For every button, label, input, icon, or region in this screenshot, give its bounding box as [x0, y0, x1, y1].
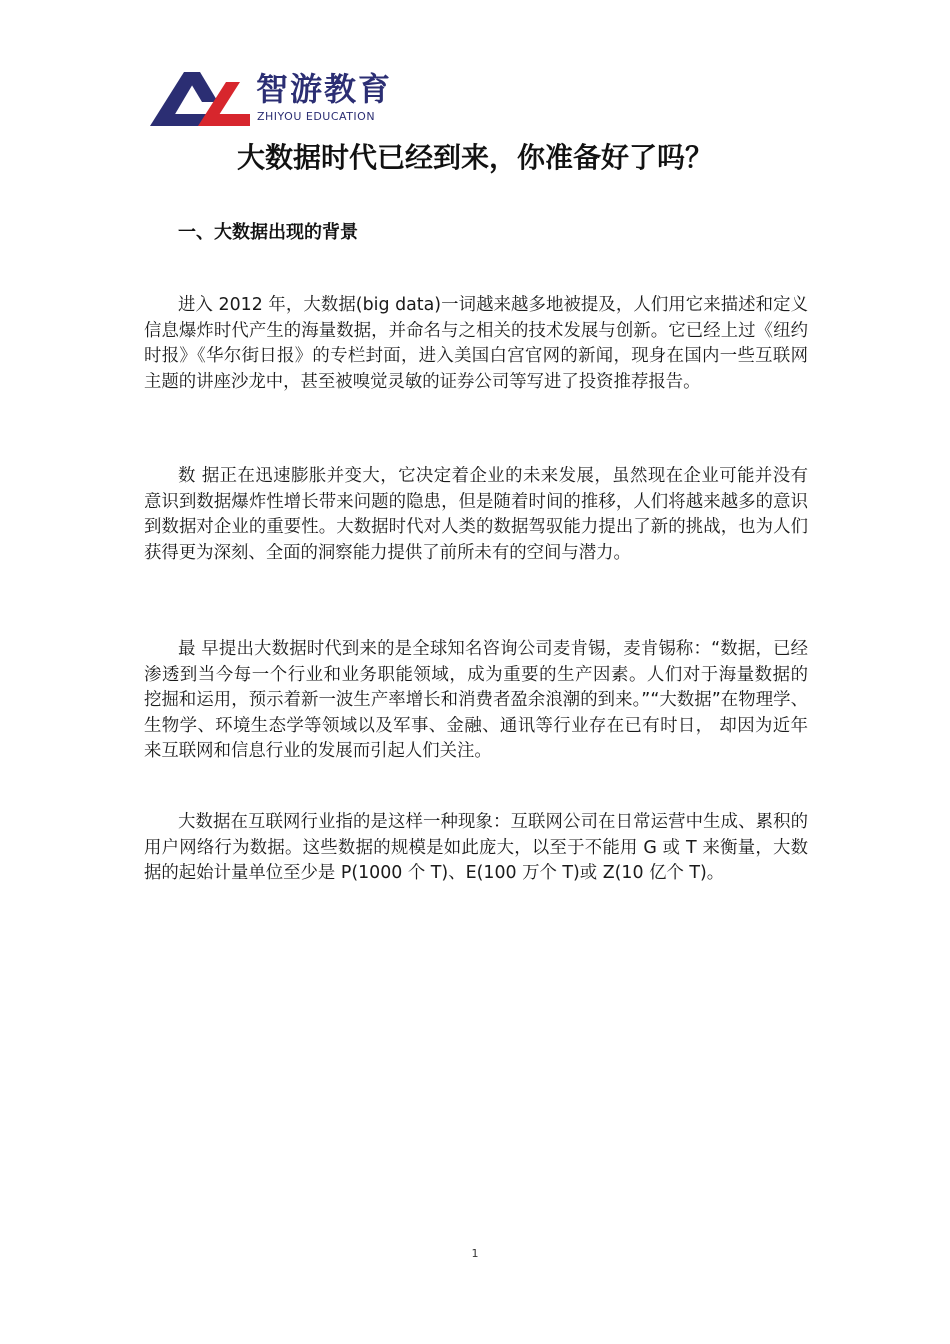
paragraph-4: 大数据在互联网行业指的是这样一种现象：互联网公司在日常运营中生成、累积的用户网络行为数据。这些数据的规模是如此庞大，以至于不能用 G 或 T 来衡量，大数据的起始计量单位至少是 P(1000 个 T)、E(100 万个 T)或 Z(10 亿个 T)。 — [144, 812, 808, 883]
company-logo — [150, 68, 410, 132]
logo-subtext: ZHIYOU EDUCATION — [257, 110, 376, 123]
document-title: 大数据时代已经到来，你准备好了吗？ — [236, 141, 713, 174]
page-number: 1 — [471, 1247, 479, 1260]
section-heading: 一、大数据出现的背景 — [178, 222, 358, 243]
logo-mark-icon — [150, 68, 250, 130]
logo-text: 智游教育 — [256, 70, 393, 108]
paragraph-1: 进入 2012 年，大数据(big data)一词越来越多地被提及，人们用它来描述和定义信息爆炸时代产生的海量数据，并命名与之相关的技术发展与创新。它已经上过《纽约时报》《华尔街日报》的专栏封面，进入美国白宫官网的新闻，现身在国内一些互联网主题的讲座沙龙中，甚至被嗅觉灵敏的证券公司等写进了投资推荐报告。 — [144, 295, 808, 392]
paragraph-3: 最 早提出大数据时代到来的是全球知名咨询公司麦肯锡，麦肯锡称：“数据，已经渗透到当今每一个行业和业务职能领域，成为重要的生产因素。人们对于海量数据的 挖掘和运用，预示着新一波生产率增长和消费者盈余浪潮的到来。”“大数据”在物理学、生物学、环境生态学等领域以及军事、金融、通讯等行业存在已有时日， 却因为近年来互联网和信息行业的发展而引起人们关注。 — [144, 639, 808, 761]
paragraph-2: 数 据正在迅速膨胀并变大，它决定着企业的未来发展，虽然现在企业可能并没有意识到数据爆炸性增长带来问题的隐患，但是随着时间的推移，人们将越来越多的意识 到数据对企业的重要性。大数据时代对人类的数据驾驭能力提出了新的挑战，也为人们获得更为深刻、全面的洞察能力提供了前所未有的空间与潜力。 — [144, 466, 808, 563]
